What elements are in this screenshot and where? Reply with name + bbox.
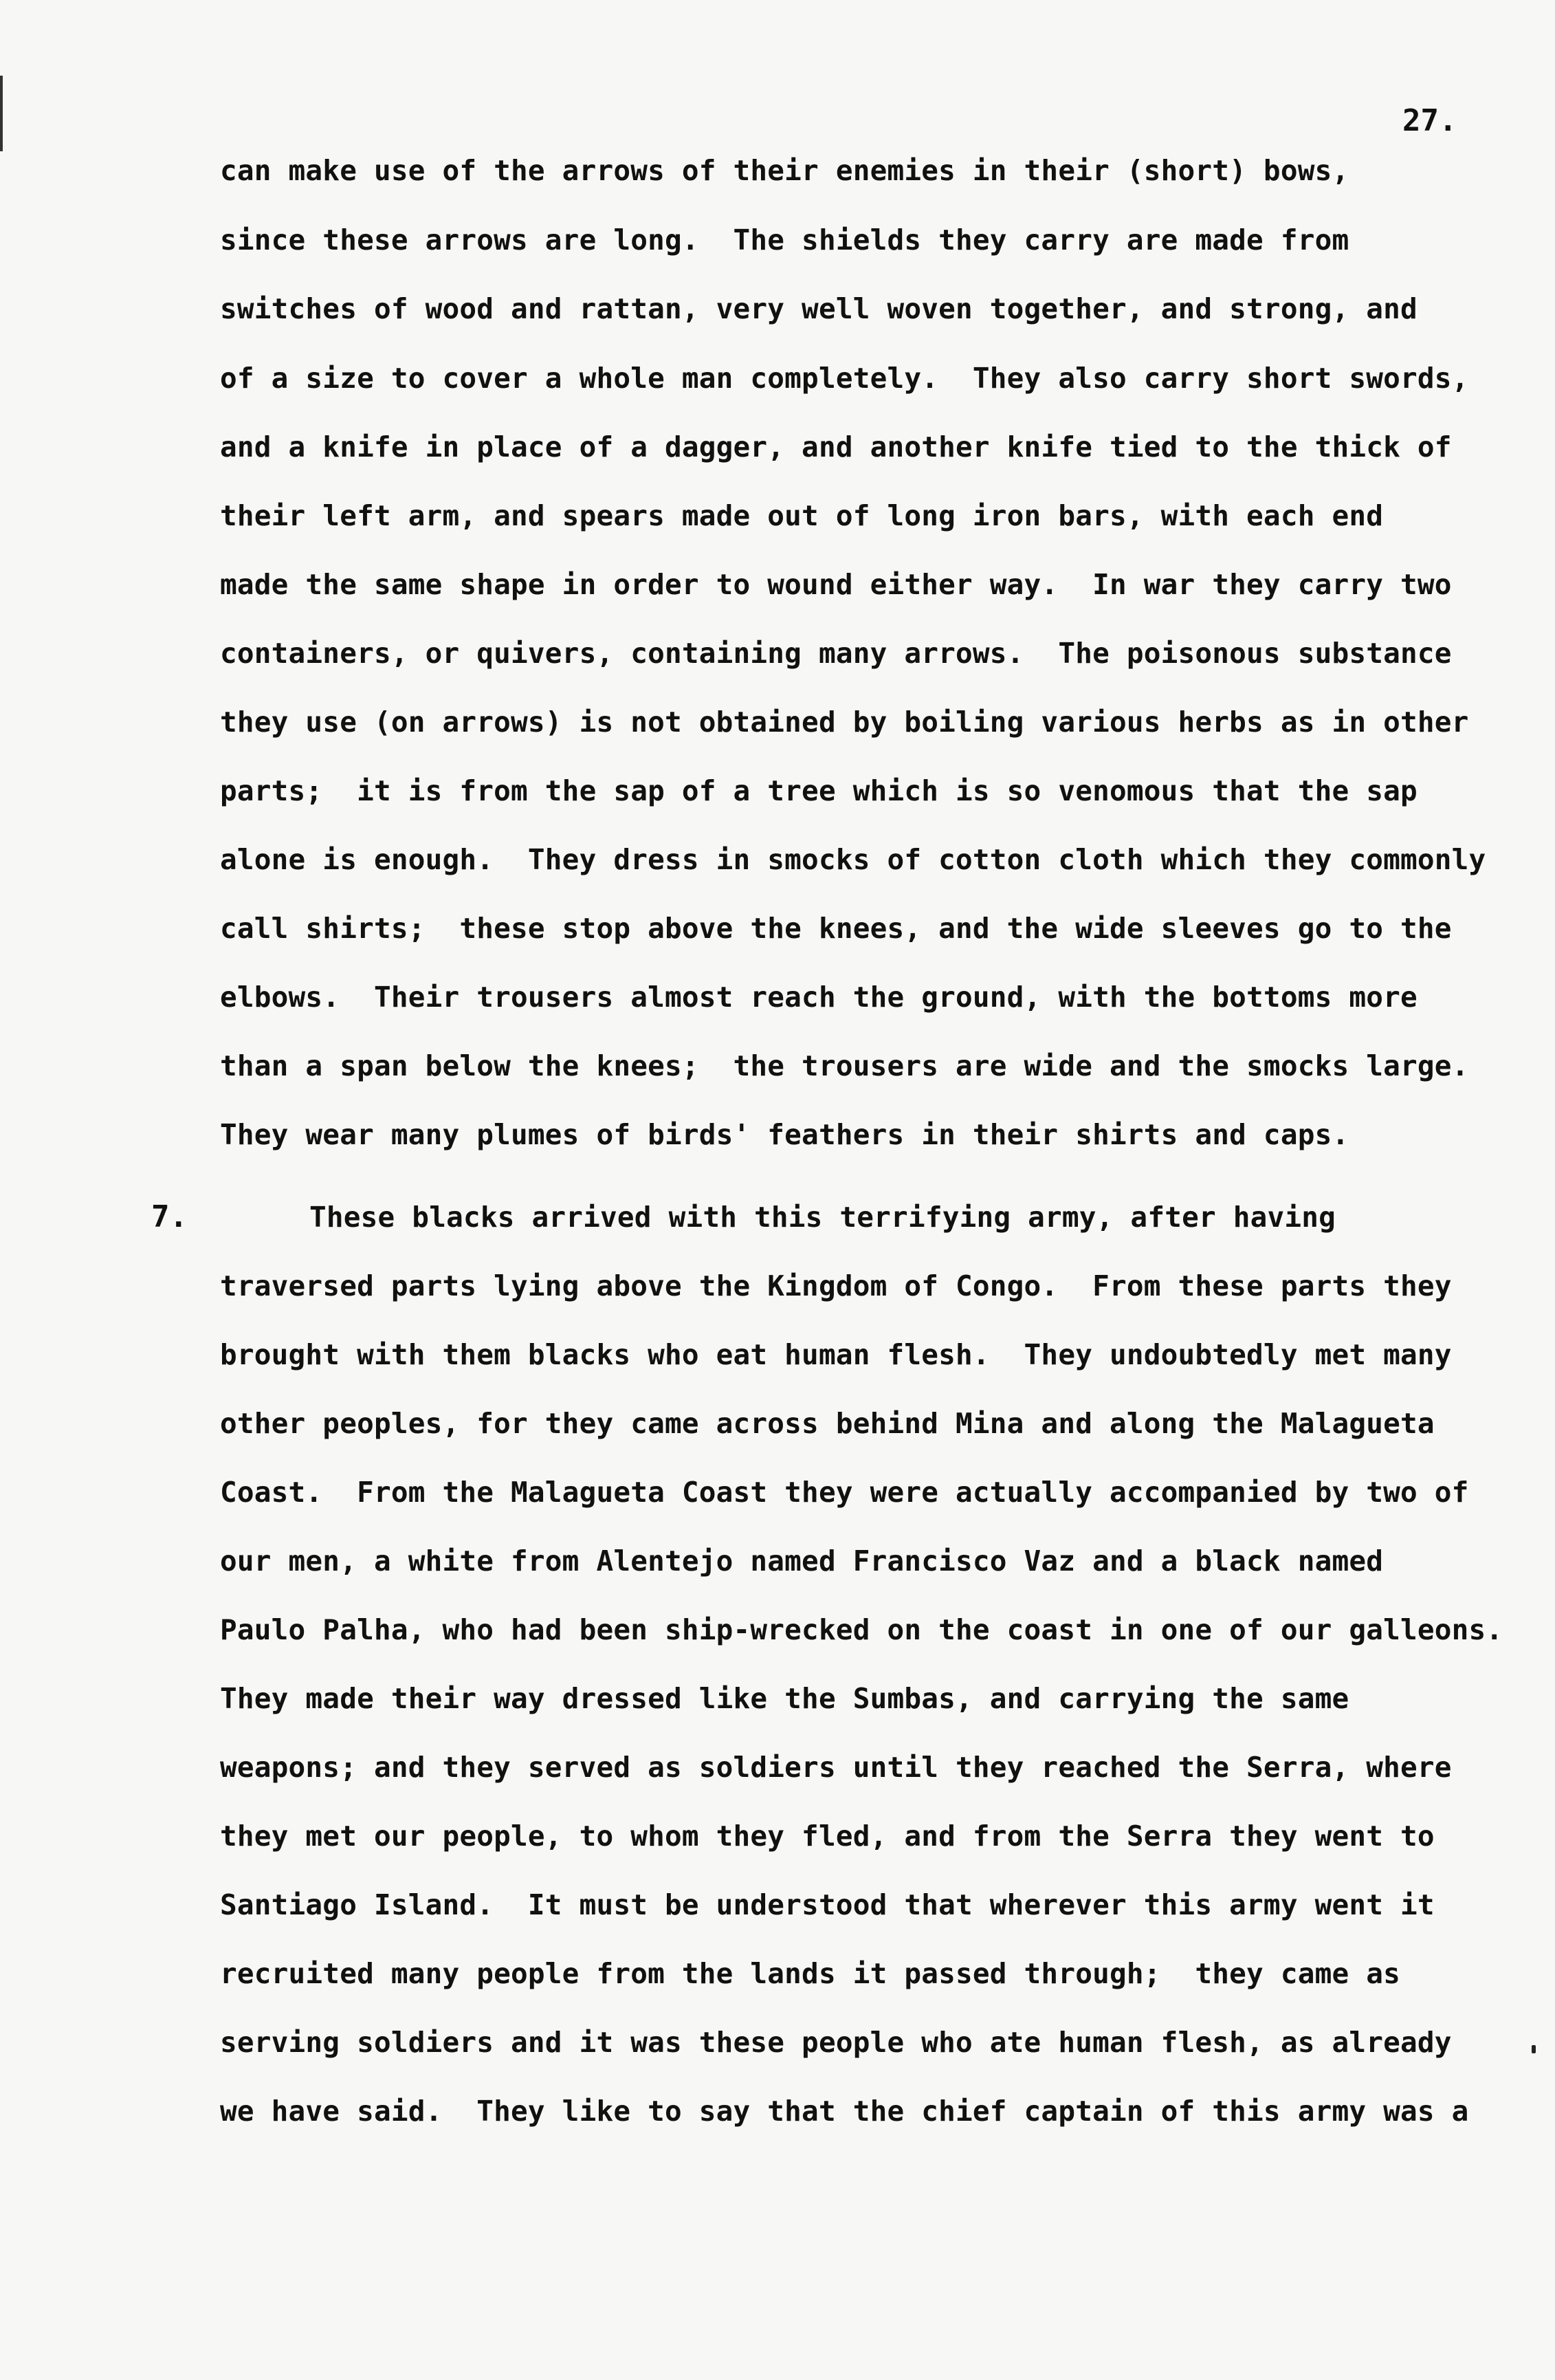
text-line-1: can make use of the arrows of their enemies in their (short) bows, bbox=[220, 154, 1349, 187]
text-line-12: call shirts; these stop above the knees, and the wide sleeves go to the bbox=[220, 912, 1452, 945]
text-line-14: than a span below the knees; the trousers are wide and the smocks large. bbox=[220, 1049, 1469, 1082]
binding-edge-mark bbox=[0, 76, 3, 151]
text-line-26: Santiago Island. It must be understood that wherever this army went it bbox=[220, 1888, 1435, 1921]
text-line-16: These blacks arrived with this terrifying army, after having bbox=[309, 1201, 1336, 1234]
text-line-23: They made their way dressed like the Sumbas, and carrying the same bbox=[220, 1682, 1349, 1715]
stray-ink-mark bbox=[1532, 2045, 1536, 2053]
text-line-15: They wear many plumes of birds' feathers in their shirts and caps. bbox=[220, 1118, 1349, 1151]
text-line-5: and a knife in place of a dagger, and another knife tied to the thick of bbox=[220, 430, 1452, 463]
text-line-20: Coast. From the Malagueta Coast they were actually accompanied by two of bbox=[220, 1476, 1469, 1509]
text-line-7: made the same shape in order to wound either way. In war they carry two bbox=[220, 568, 1452, 601]
text-line-19: other peoples, for they came across behind Mina and along the Malagueta bbox=[220, 1407, 1435, 1440]
text-line-3: switches of wood and rattan, very well woven together, and strong, and bbox=[220, 292, 1418, 325]
page-number: 27. bbox=[1402, 103, 1457, 138]
text-line-2: since these arrows are long. The shields they carry are made from bbox=[220, 223, 1349, 256]
text-line-24: weapons; and they served as soldiers until they reached the Serra, where bbox=[220, 1751, 1452, 1784]
text-line-9: they use (on arrows) is not obtained by boiling various herbs as in other bbox=[220, 706, 1469, 739]
text-line-13: elbows. Their trousers almost reach the ground, with the bottoms more bbox=[220, 981, 1418, 1014]
text-line-11: alone is enough. They dress in smocks of cotton cloth which they commonly bbox=[220, 843, 1486, 876]
text-line-18: brought with them blacks who eat human flesh. They undoubtedly met many bbox=[220, 1338, 1452, 1371]
text-line-10: parts; it is from the sap of a tree which is so venomous that the sap bbox=[220, 774, 1418, 807]
text-line-22: Paulo Palha, who had been ship-wrecked on the coast in one of our galleons. bbox=[220, 1613, 1503, 1646]
text-line-8: containers, or quivers, containing many arrows. The poisonous substance bbox=[220, 637, 1452, 670]
text-line-25: they met our people, to whom they fled, and from the Serra they went to bbox=[220, 1820, 1435, 1853]
text-line-4: of a size to cover a whole man completely. They also carry short swords, bbox=[220, 362, 1469, 395]
paragraph-number: 7. bbox=[151, 1199, 188, 1234]
text-line-29: we have said. They like to say that the chief captain of this army was a bbox=[220, 2095, 1469, 2128]
text-line-17: traversed parts lying above the Kingdom of Congo. From these parts they bbox=[220, 1269, 1452, 1302]
text-line-27: recruited many people from the lands it passed through; they came as bbox=[220, 1957, 1401, 1990]
text-line-21: our men, a white from Alentejo named Francisco Vaz and a black named bbox=[220, 1544, 1384, 1577]
text-line-6: their left arm, and spears made out of long iron bars, with each end bbox=[220, 499, 1384, 532]
text-line-28: serving soldiers and it was these people who ate human flesh, as already bbox=[220, 2026, 1452, 2059]
